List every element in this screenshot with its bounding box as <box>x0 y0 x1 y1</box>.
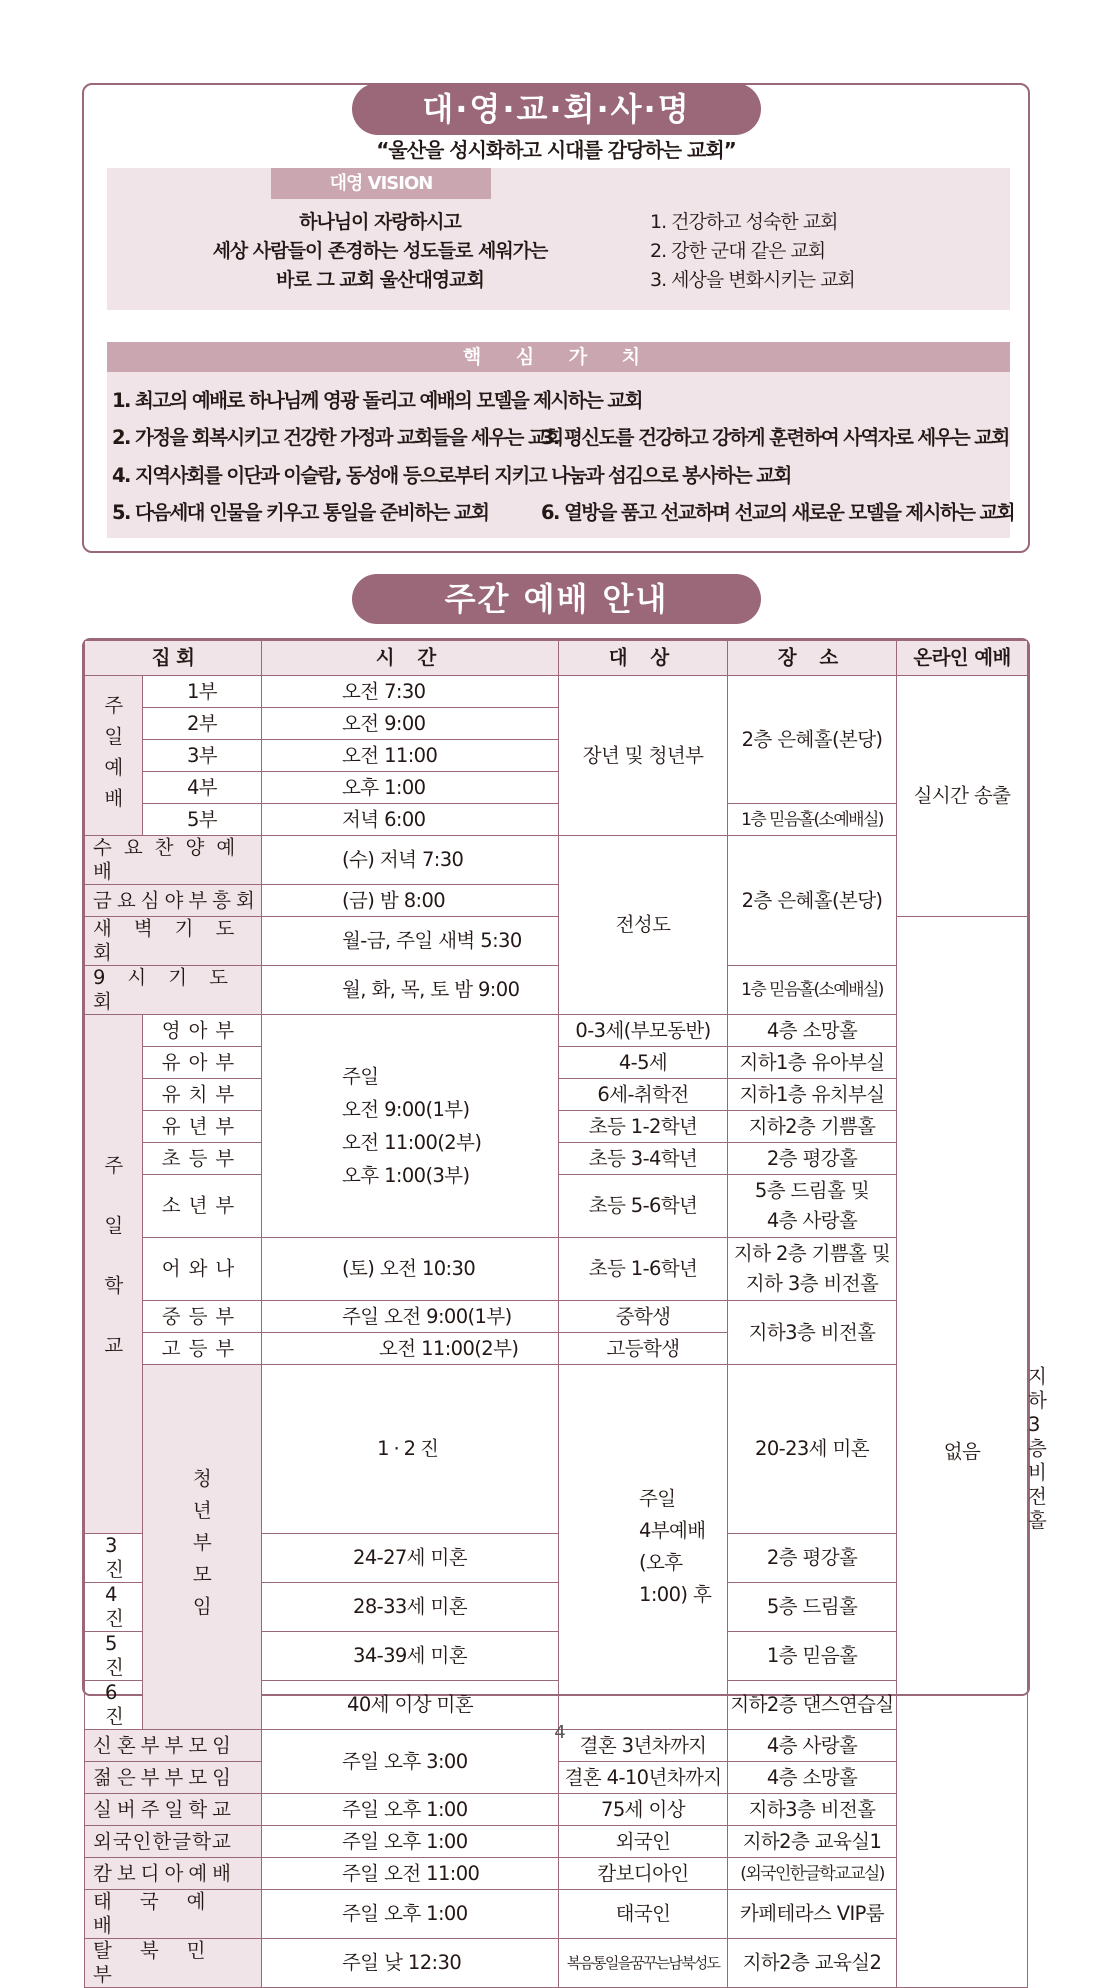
vision-label: 대영 VISION <box>271 168 491 199</box>
schedule-title: 주간 예배 안내 <box>352 574 761 624</box>
table-row <box>85 1301 1028 1333</box>
header-place: 장 소 <box>728 641 897 676</box>
service-time: 오후 1:00 <box>262 772 559 804</box>
youth-time-line: 주일 <box>639 1487 676 1510</box>
service-time: (수) 저녁 7:30 <box>262 836 559 885</box>
service-place: 2층 은혜홀(본당) <box>728 836 897 966</box>
vision-goal: 2. 강한 군대 같은 교회 <box>650 240 826 262</box>
service-name: 2부 <box>143 708 262 740</box>
dept-target: 중학생 <box>559 1301 728 1333</box>
dept-place <box>728 1175 897 1238</box>
group-label-char: 교 <box>104 1334 123 1357</box>
service-target: 결혼 4-10년차까지 <box>559 1762 728 1794</box>
header-target: 대 상 <box>559 641 728 676</box>
service-place: 2층 은혜홀(본당) <box>728 676 897 804</box>
group-sunday-worship <box>85 676 143 836</box>
youth-time <box>559 1365 728 1730</box>
dept-name: 유아부 <box>143 1047 262 1079</box>
service-place: 1층 믿음홀(소예배실) <box>728 966 897 1015</box>
service-target: 75세 이상 <box>559 1794 728 1826</box>
service-target: 외국인 <box>559 1826 728 1858</box>
service-target: 태국인 <box>559 1890 728 1939</box>
service-place: 4층 소망홀 <box>728 1762 897 1794</box>
youth-time-line: 4부예배(오후 1:00) 후 <box>639 1519 712 1606</box>
service-time: 주일 낮 12:30 <box>262 1939 559 1988</box>
service-time: 오전 11:00 <box>262 740 559 772</box>
youth-group-name: 4진 <box>85 1583 143 1632</box>
youth-place: 지하2층 댄스연습실 <box>728 1681 897 1730</box>
dept-place: 지하1층 유치부실 <box>728 1079 897 1111</box>
table-header-row <box>85 641 1028 676</box>
table-row <box>85 966 1028 1015</box>
core-value: 2. 가정을 회복시키고 건강한 가정과 교회들을 세우는 교회 <box>112 426 563 449</box>
youth-place: 2층 평강홀 <box>728 1534 897 1583</box>
service-time: 주일 오전 11:00 <box>262 1858 559 1890</box>
motto: “울산을 성시화하고 시대를 감당하는 교회” <box>376 138 736 162</box>
core-value: 5. 다음세대 인물을 키우고 통일을 준비하는 교회 <box>112 501 489 524</box>
place-line: 지하 3층 비전홀 <box>745 1272 879 1295</box>
vision-line: 세상 사람들이 존경하는 성도들로 세워가는 <box>212 240 548 262</box>
dept-name: 소년부 <box>143 1175 262 1238</box>
schedule-table <box>82 638 1047 1986</box>
service-target: 복음통일을꿈꾸는남북성도 <box>559 1939 728 1988</box>
dept-place: 2층 평강홀 <box>728 1143 897 1175</box>
ss-time-line: 주일 <box>342 1065 379 1088</box>
service-name: 실버주일학교 <box>85 1794 262 1826</box>
youth-place: 1층 믿음홀 <box>728 1632 897 1681</box>
group-label-char: 년 <box>192 1499 212 1522</box>
service-time: 주일 오후 1:00 <box>262 1890 559 1939</box>
group-label-char: 부 <box>192 1531 212 1554</box>
dept-target: 초등 1-2학년 <box>559 1111 728 1143</box>
page-number: 4 <box>554 1722 566 1743</box>
dept-place: 지하2층 기쁨홀 <box>728 1111 897 1143</box>
service-target: 장년 및 청년부 <box>559 676 728 836</box>
dept-name: 중등부 <box>143 1301 262 1333</box>
youth-target: 24-27세 미혼 <box>262 1534 559 1583</box>
core-value: 6. 열방을 품고 선교하며 선교의 새로운 모델을 제시하는 교회 <box>541 501 1014 524</box>
online-status: 실시간 송출 <box>897 676 1028 917</box>
vision-goals <box>650 208 970 295</box>
vision-line: 하나님이 자랑하시고 <box>299 211 461 233</box>
service-place: 지하2층 교육실1 <box>728 1826 897 1858</box>
service-time: 오전 9:00 <box>262 708 559 740</box>
service-name: 젊은부부모임 <box>85 1762 262 1794</box>
core-value: 1. 최고의 예배로 하나님께 영광 돌리고 예배의 모델을 제시하는 교회 <box>112 389 642 412</box>
group-label-char: 청 <box>192 1467 212 1490</box>
service-name: 캄보디아예배 <box>85 1858 262 1890</box>
dept-time: (토) 오전 10:30 <box>262 1238 559 1301</box>
dept-target: 고등학생 <box>559 1333 728 1365</box>
place-line: 4층 사랑홀 <box>766 1209 858 1232</box>
table-row <box>85 1939 1028 1988</box>
service-place: 지하2층 교육실2 <box>728 1939 897 1988</box>
dept-place <box>728 1238 897 1301</box>
header-online: 온라인 예배 <box>897 641 1028 676</box>
group-label-char: 예 <box>104 755 123 779</box>
dept-name: 초등부 <box>143 1143 262 1175</box>
dept-place: 4층 소망홀 <box>728 1015 897 1047</box>
group-label-char: 일 <box>104 724 123 748</box>
mission-title: 대·영·교·회·사·명 <box>352 83 761 135</box>
youth-target: 34-39세 미혼 <box>262 1632 559 1681</box>
service-time: (금) 밤 8:00 <box>262 885 559 917</box>
youth-group-name: 3진 <box>85 1534 143 1583</box>
dept-name: 유치부 <box>143 1079 262 1111</box>
core-value: 4. 지역사회를 이단과 이슬람, 동성애 등으로부터 지키고 나눔과 섬김으로 봉사하는 교회 <box>112 464 791 487</box>
service-name: 신혼부부모임 <box>85 1730 262 1762</box>
service-name: 수요찬양예배 <box>85 836 262 885</box>
dept-name: 어와나 <box>143 1238 262 1301</box>
group-label-char: 주 <box>104 693 123 717</box>
dept-target: 4-5세 <box>559 1047 728 1079</box>
service-name: 5부 <box>143 804 262 836</box>
service-time: 월, 화, 목, 토 밤 9:00 <box>262 966 559 1015</box>
service-target: 결혼 3년차까지 <box>559 1730 728 1762</box>
table-row <box>85 676 1028 708</box>
table-row: 청 년 부 모 임 1·2진 주일 4부예배(오후 1:00) 후 20-23세 미혼 지하 3층 비전홀 <box>85 1365 1028 1534</box>
dept-name: 영아부 <box>143 1015 262 1047</box>
service-name: 새벽기도회 <box>85 917 262 966</box>
dept-target: 0-3세(부모동반) <box>559 1015 728 1047</box>
dept-place: 지하3층 비전홀 <box>728 1301 897 1365</box>
dept-name: 유년부 <box>143 1111 262 1143</box>
youth-target: 40세 이상 미혼 <box>262 1681 559 1730</box>
header-gathering: 집 회 <box>85 641 262 676</box>
vision-goal: 3. 세상을 변화시키는 교회 <box>650 269 855 291</box>
service-time: 오전 7:30 <box>262 676 559 708</box>
header-time: 시 간 <box>262 641 559 676</box>
group-label-char: 일 <box>104 1214 123 1237</box>
service-time: 주일 오후 3:00 <box>262 1730 559 1794</box>
dept-target: 초등 5-6학년 <box>559 1175 728 1238</box>
group-sunday-school <box>85 1015 143 1534</box>
service-time: 주일 오후 1:00 <box>262 1794 559 1826</box>
core-value: 3. 평신도를 건강하고 강하게 훈련하여 사역자로 세우는 교회 <box>541 426 1009 449</box>
group-label-char: 모 <box>192 1563 212 1586</box>
dept-place: 지하1층 유아부실 <box>728 1047 897 1079</box>
vision-statement <box>190 208 570 295</box>
vision-line: 바로 그 교회 울산대영교회 <box>276 269 484 291</box>
service-time: 주일 오후 1:00 <box>262 1826 559 1858</box>
core-values-label: 핵 심 가 치 <box>107 342 1010 372</box>
service-place: 1층 믿음홀(소예배실) <box>728 804 897 836</box>
service-name: 외국인한글학교 <box>85 1826 262 1858</box>
dept-name: 고등부 <box>143 1333 262 1365</box>
table-row <box>85 1890 1028 1939</box>
service-place: (외국인한글학교교실) <box>728 1858 897 1890</box>
group-label-char: 학 <box>104 1274 123 1297</box>
table-row <box>85 1794 1028 1826</box>
group-label-char: 배 <box>104 786 123 810</box>
service-time: 저녁 6:00 <box>262 804 559 836</box>
service-target: 캄보디아인 <box>559 1858 728 1890</box>
youth-group-name: 5진 <box>85 1632 143 1681</box>
online-status: 없음 <box>897 917 1028 1988</box>
service-target: 전성도 <box>559 836 728 1015</box>
table-row <box>85 1826 1028 1858</box>
group-label <box>143 1467 261 1619</box>
service-name: 3부 <box>143 740 262 772</box>
dept-target: 6세-취학전 <box>559 1079 728 1111</box>
service-name: 4부 <box>143 772 262 804</box>
service-name: 1부 <box>143 676 262 708</box>
service-name: 태국예배 <box>85 1890 262 1939</box>
ss-time-line: 오전 11:00(2부) <box>342 1131 482 1154</box>
group-label-char: 주 <box>104 1154 123 1177</box>
dept-time: 오전 11:00(2부) <box>262 1333 559 1365</box>
place-line: 지하 2층 기쁨홀 및 <box>733 1242 891 1265</box>
youth-group-name: 6진 <box>85 1681 143 1730</box>
youth-place: 5층 드림홀 <box>728 1583 897 1632</box>
ss-time <box>262 1015 559 1238</box>
dept-target: 초등 3-4학년 <box>559 1143 728 1175</box>
group-label-char: 임 <box>192 1595 212 1618</box>
youth-target: 28-33세 미혼 <box>262 1583 559 1632</box>
service-place: 카페테라스 VIP룸 <box>728 1890 897 1939</box>
group-label <box>85 1154 142 1358</box>
service-time: 월-금, 주일 새벽 5:30 <box>262 917 559 966</box>
table-row <box>85 804 1028 836</box>
service-name: 탈북민부 <box>85 1939 262 1988</box>
ss-time-line: 오전 9:00(1부) <box>342 1098 470 1121</box>
group-label <box>85 694 142 811</box>
service-place: 4층 사랑홀 <box>728 1730 897 1762</box>
group-youth <box>143 1365 262 1730</box>
vision-goal: 1. 건강하고 성숙한 교회 <box>650 211 838 233</box>
table-row <box>85 836 1028 885</box>
service-name: 9시기도회 <box>85 966 262 1015</box>
service-place: 지하3층 비전홀 <box>728 1794 897 1826</box>
service-name: 금요심야부흥회 <box>85 885 262 917</box>
place-line: 5층 드림홀 및 <box>754 1179 870 1202</box>
dept-time: 주일 오전 9:00(1부) <box>262 1301 559 1333</box>
youth-group-name: 1·2진 <box>262 1365 559 1534</box>
table-row <box>85 1238 1028 1301</box>
youth-target: 20-23세 미혼 <box>728 1365 897 1534</box>
table-row <box>85 1858 1028 1890</box>
ss-time-line: 오후 1:00(3부) <box>342 1164 470 1187</box>
dept-target: 초등 1-6학년 <box>559 1238 728 1301</box>
table-row <box>85 1015 1028 1047</box>
